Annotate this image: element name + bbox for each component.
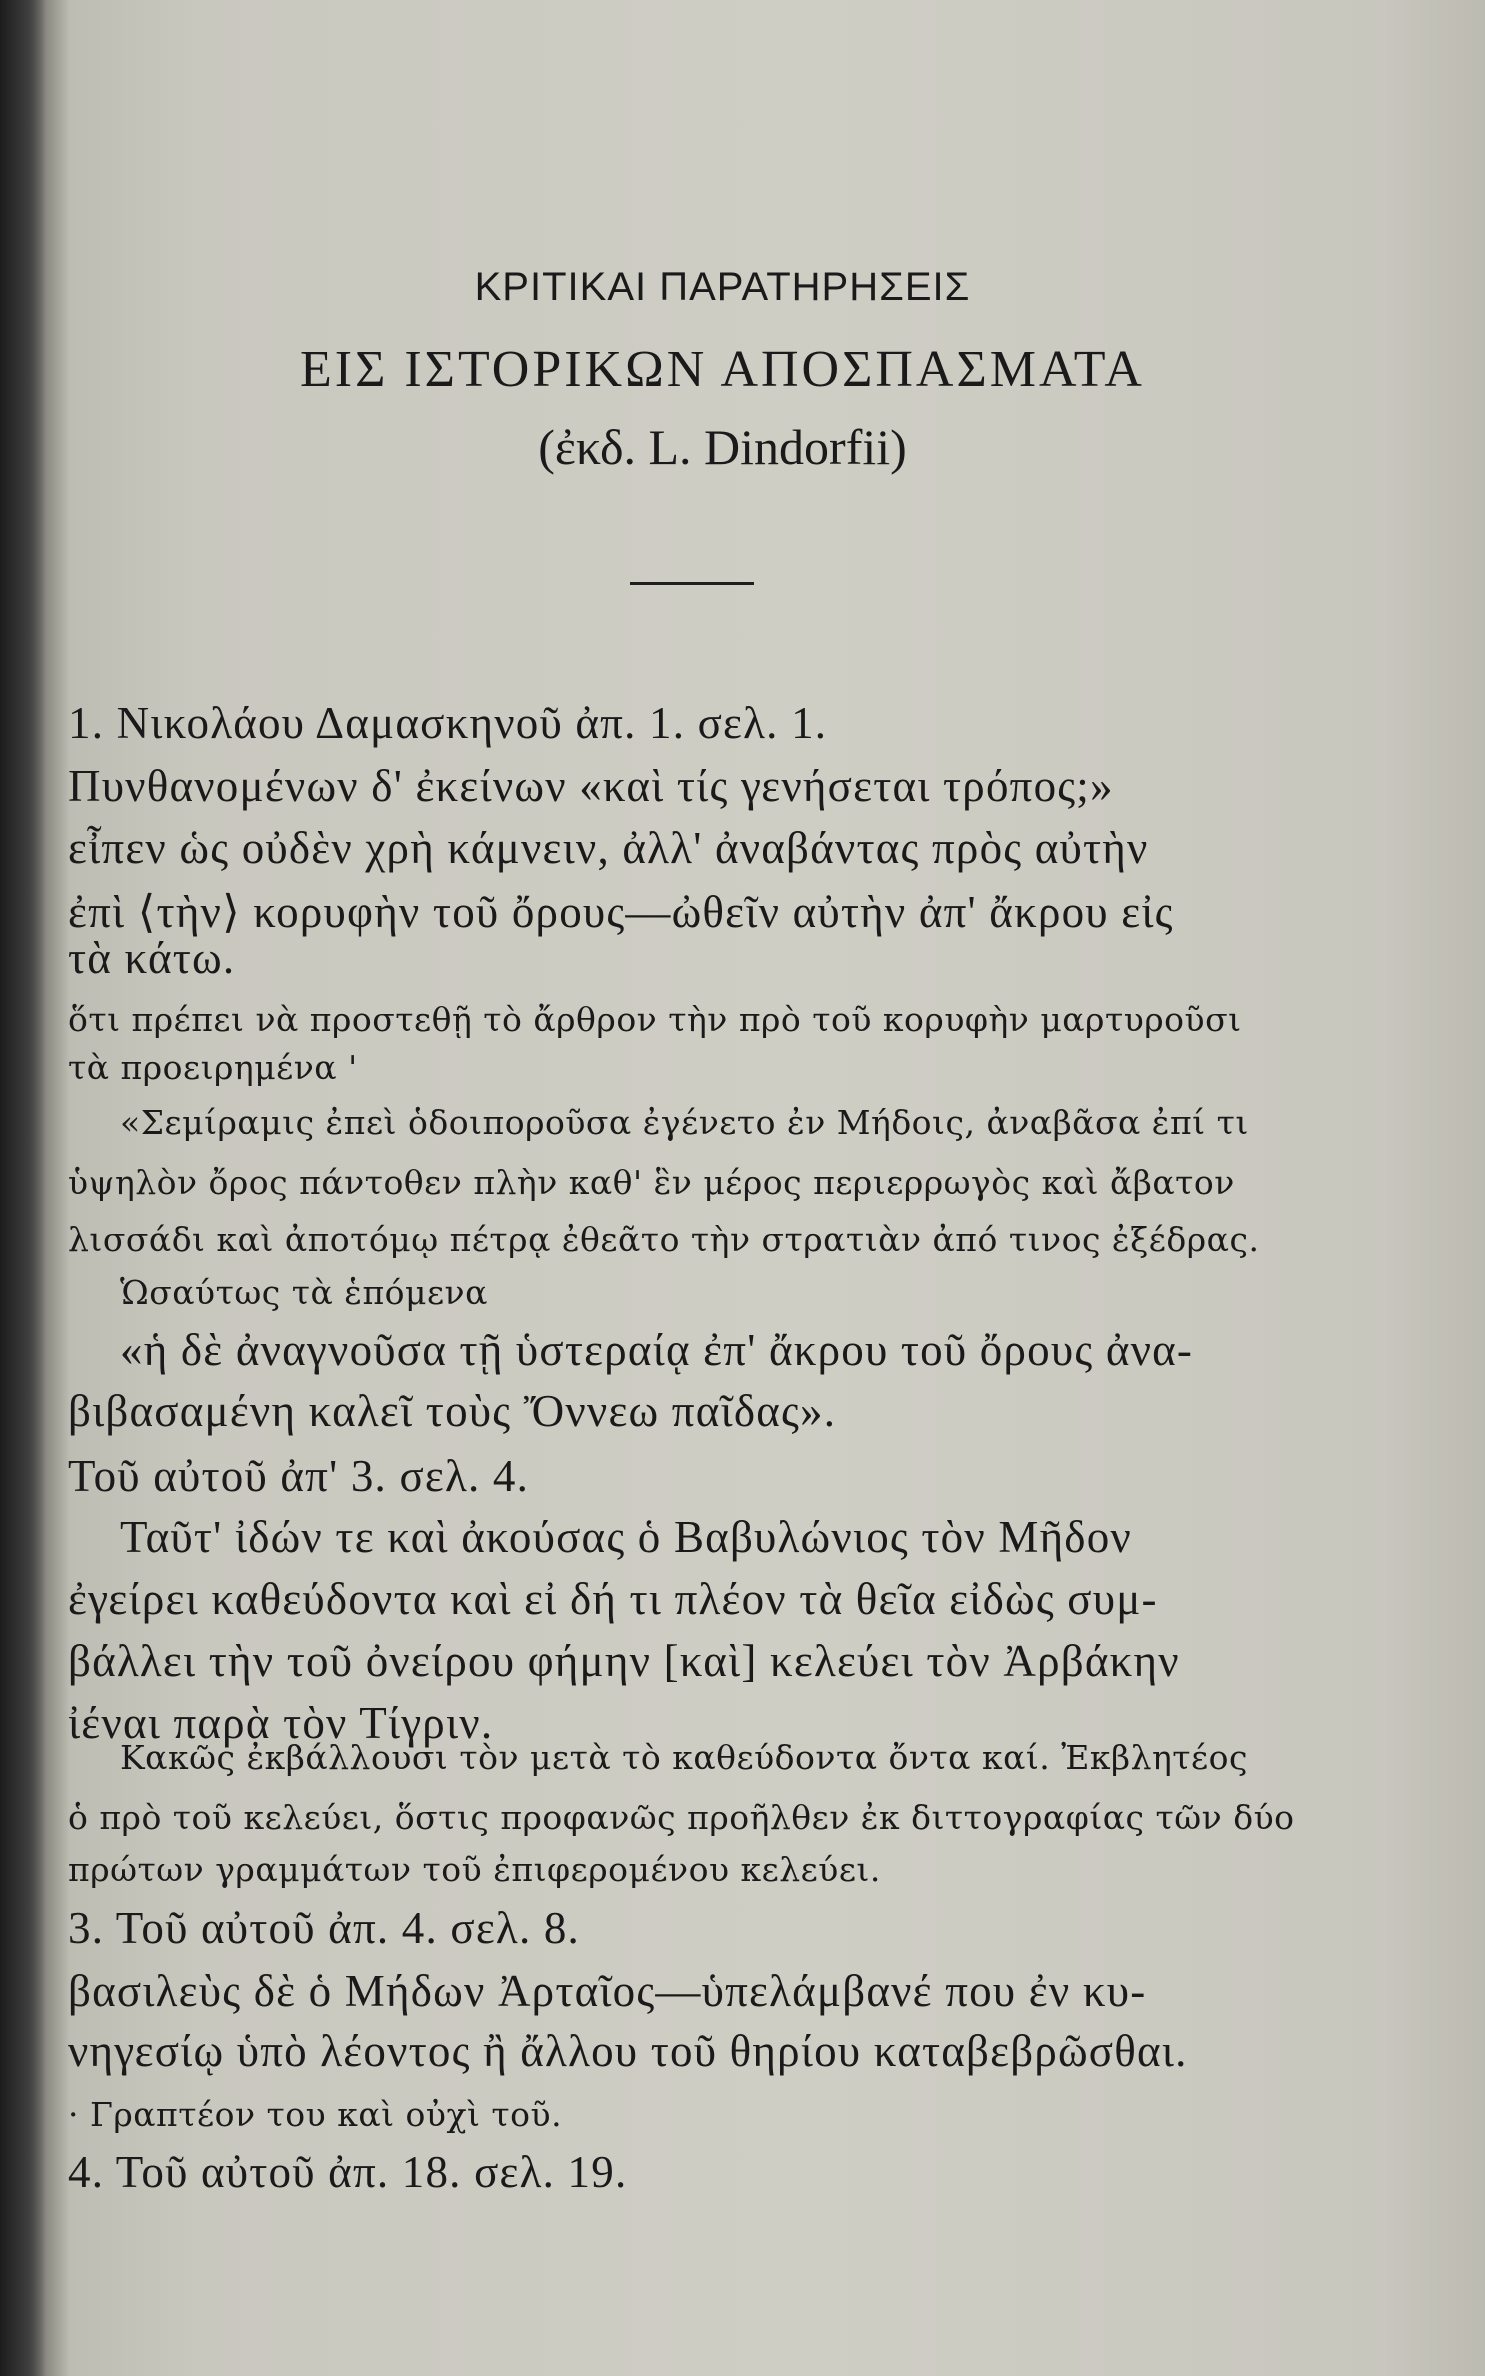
quote-line: βιβασαμένη καλεῖ τοὺς Ὄννεω παῖδας».: [68, 1386, 837, 1436]
text-line: Πυνθανομένων δ' ἐκείνων «καὶ τίς γενήσεται τρόπος;»: [68, 761, 1114, 811]
quote-line: «ἡ δὲ ἀναγνοῦσα τῇ ὑστεραίᾳ ἐπ' ἄκρου τοῦ ὄρους ἀνα-: [120, 1325, 1194, 1375]
note-line: · Γραπτέον του καὶ οὐχὶ τοῦ.: [68, 2095, 563, 2134]
header-title-line-2: ΕΙΣ ΙΣΤΟΡΙΚΩΝ ΑΠΟΣΠΑΣΜΑΤΑ: [300, 341, 1145, 398]
quote-line: ὑψηλὸν ὄρος πάντοθεν πλὴν καθ' ἓν μέρος περιερρωγὸς καὶ ἄβατον: [68, 1163, 1235, 1202]
section-heading-4: 4. Τοῦ αὐτοῦ ἀπ. 18. σελ. 19.: [68, 2147, 628, 2197]
text-line: Ταῦτ' ἰδών τε καὶ ἀκούσας ὁ Βαβυλώνιος τὸν Μῆδον: [120, 1512, 1132, 1562]
text-line: νηγεσίῳ ὑπὸ λέοντος ἢ ἄλλου τοῦ θηρίου καταβεβρῶσθαι.: [68, 2026, 1188, 2076]
section-heading-3: 3. Τοῦ αὐτοῦ ἀπ. 4. σελ. 8.: [68, 1903, 580, 1953]
note-line: τὰ προειρημένα ': [68, 1048, 358, 1087]
text-line: τὰ κάτω.: [68, 933, 236, 983]
text-line: ἐγείρει καθεύδοντα καὶ εἰ δή τι πλέον τὰ θεῖα εἰδὼς συμ-: [68, 1574, 1158, 1624]
text-line: ἐπὶ ⟨τὴν⟩ κορυφὴν τοῦ ὄρους—ὠθεῖν αὐτὴν ἀπ' ἄκρου εἰς: [68, 887, 1174, 937]
text-line: βάλλει τὴν τοῦ ὀνείρου φήμην [καὶ] κελεύει τὸν Ἀρβάκην: [68, 1636, 1180, 1686]
header-edition-note: (ἐκδ. L. Dindorfii): [538, 419, 907, 475]
header-divider-rule: [630, 582, 754, 585]
quote-line: λισσάδι καὶ ἀποτόμῳ πέτρᾳ ἐθεᾶτο τὴν στρατιὰν ἀπό τινος ἐξέδρας.: [68, 1220, 1260, 1259]
text-line: βασιλεὺς δὲ ὁ Μήδων Ἀρταῖος—ὑπελάμβανέ που ἐν κυ-: [68, 1966, 1147, 2016]
note-line: Κακῶς ἐκβάλλουσι τὸν μετὰ τὸ καθεύδοντα ὄντα καί. Ἐκβλητέος: [120, 1738, 1249, 1777]
note-line: πρώτων γραμμάτων τοῦ ἐπιφερομένου κελεύει.: [68, 1850, 881, 1889]
source-reference: Τοῦ αὐτοῦ ἀπ' 3. σελ. 4.: [68, 1451, 530, 1501]
header-title-line-1: ΚΡΙΤΙΚΑΙ ΠΑΡΑΤΗΡΗΣΕΙΣ: [474, 265, 971, 309]
text-line: εἶπεν ὡς οὐδὲν χρὴ κάμνειν, ἀλλ' ἀναβάντας πρὸς αὐτὴν: [68, 823, 1149, 873]
text-line: ἰέναι παρὰ τὸν Τίγριν.: [68, 1698, 494, 1748]
note-line: ὅτι πρέπει νὰ προστεθῇ τὸ ἄρθρον τὴν πρὸ τοῦ κορυφὴν μαρτυροῦσι: [68, 1000, 1242, 1039]
quote-line: «Σεμίραμις ἐπεὶ ὁδοιποροῦσα ἐγένετο ἐν Μήδοις, ἀναβᾶσα ἐπί τι: [120, 1103, 1249, 1142]
section-heading-1: 1. Νικολάου Δαμασκηνοῦ ἀπ. 1. σελ. 1.: [68, 698, 828, 748]
note-line: Ὡσαύτως τὰ ἑπόμενα: [120, 1273, 488, 1312]
note-line: ὁ πρὸ τοῦ κελεύει, ὅστις προφανῶς προῆλθεν ἐκ διττογραφίας τῶν δύο: [68, 1798, 1295, 1837]
